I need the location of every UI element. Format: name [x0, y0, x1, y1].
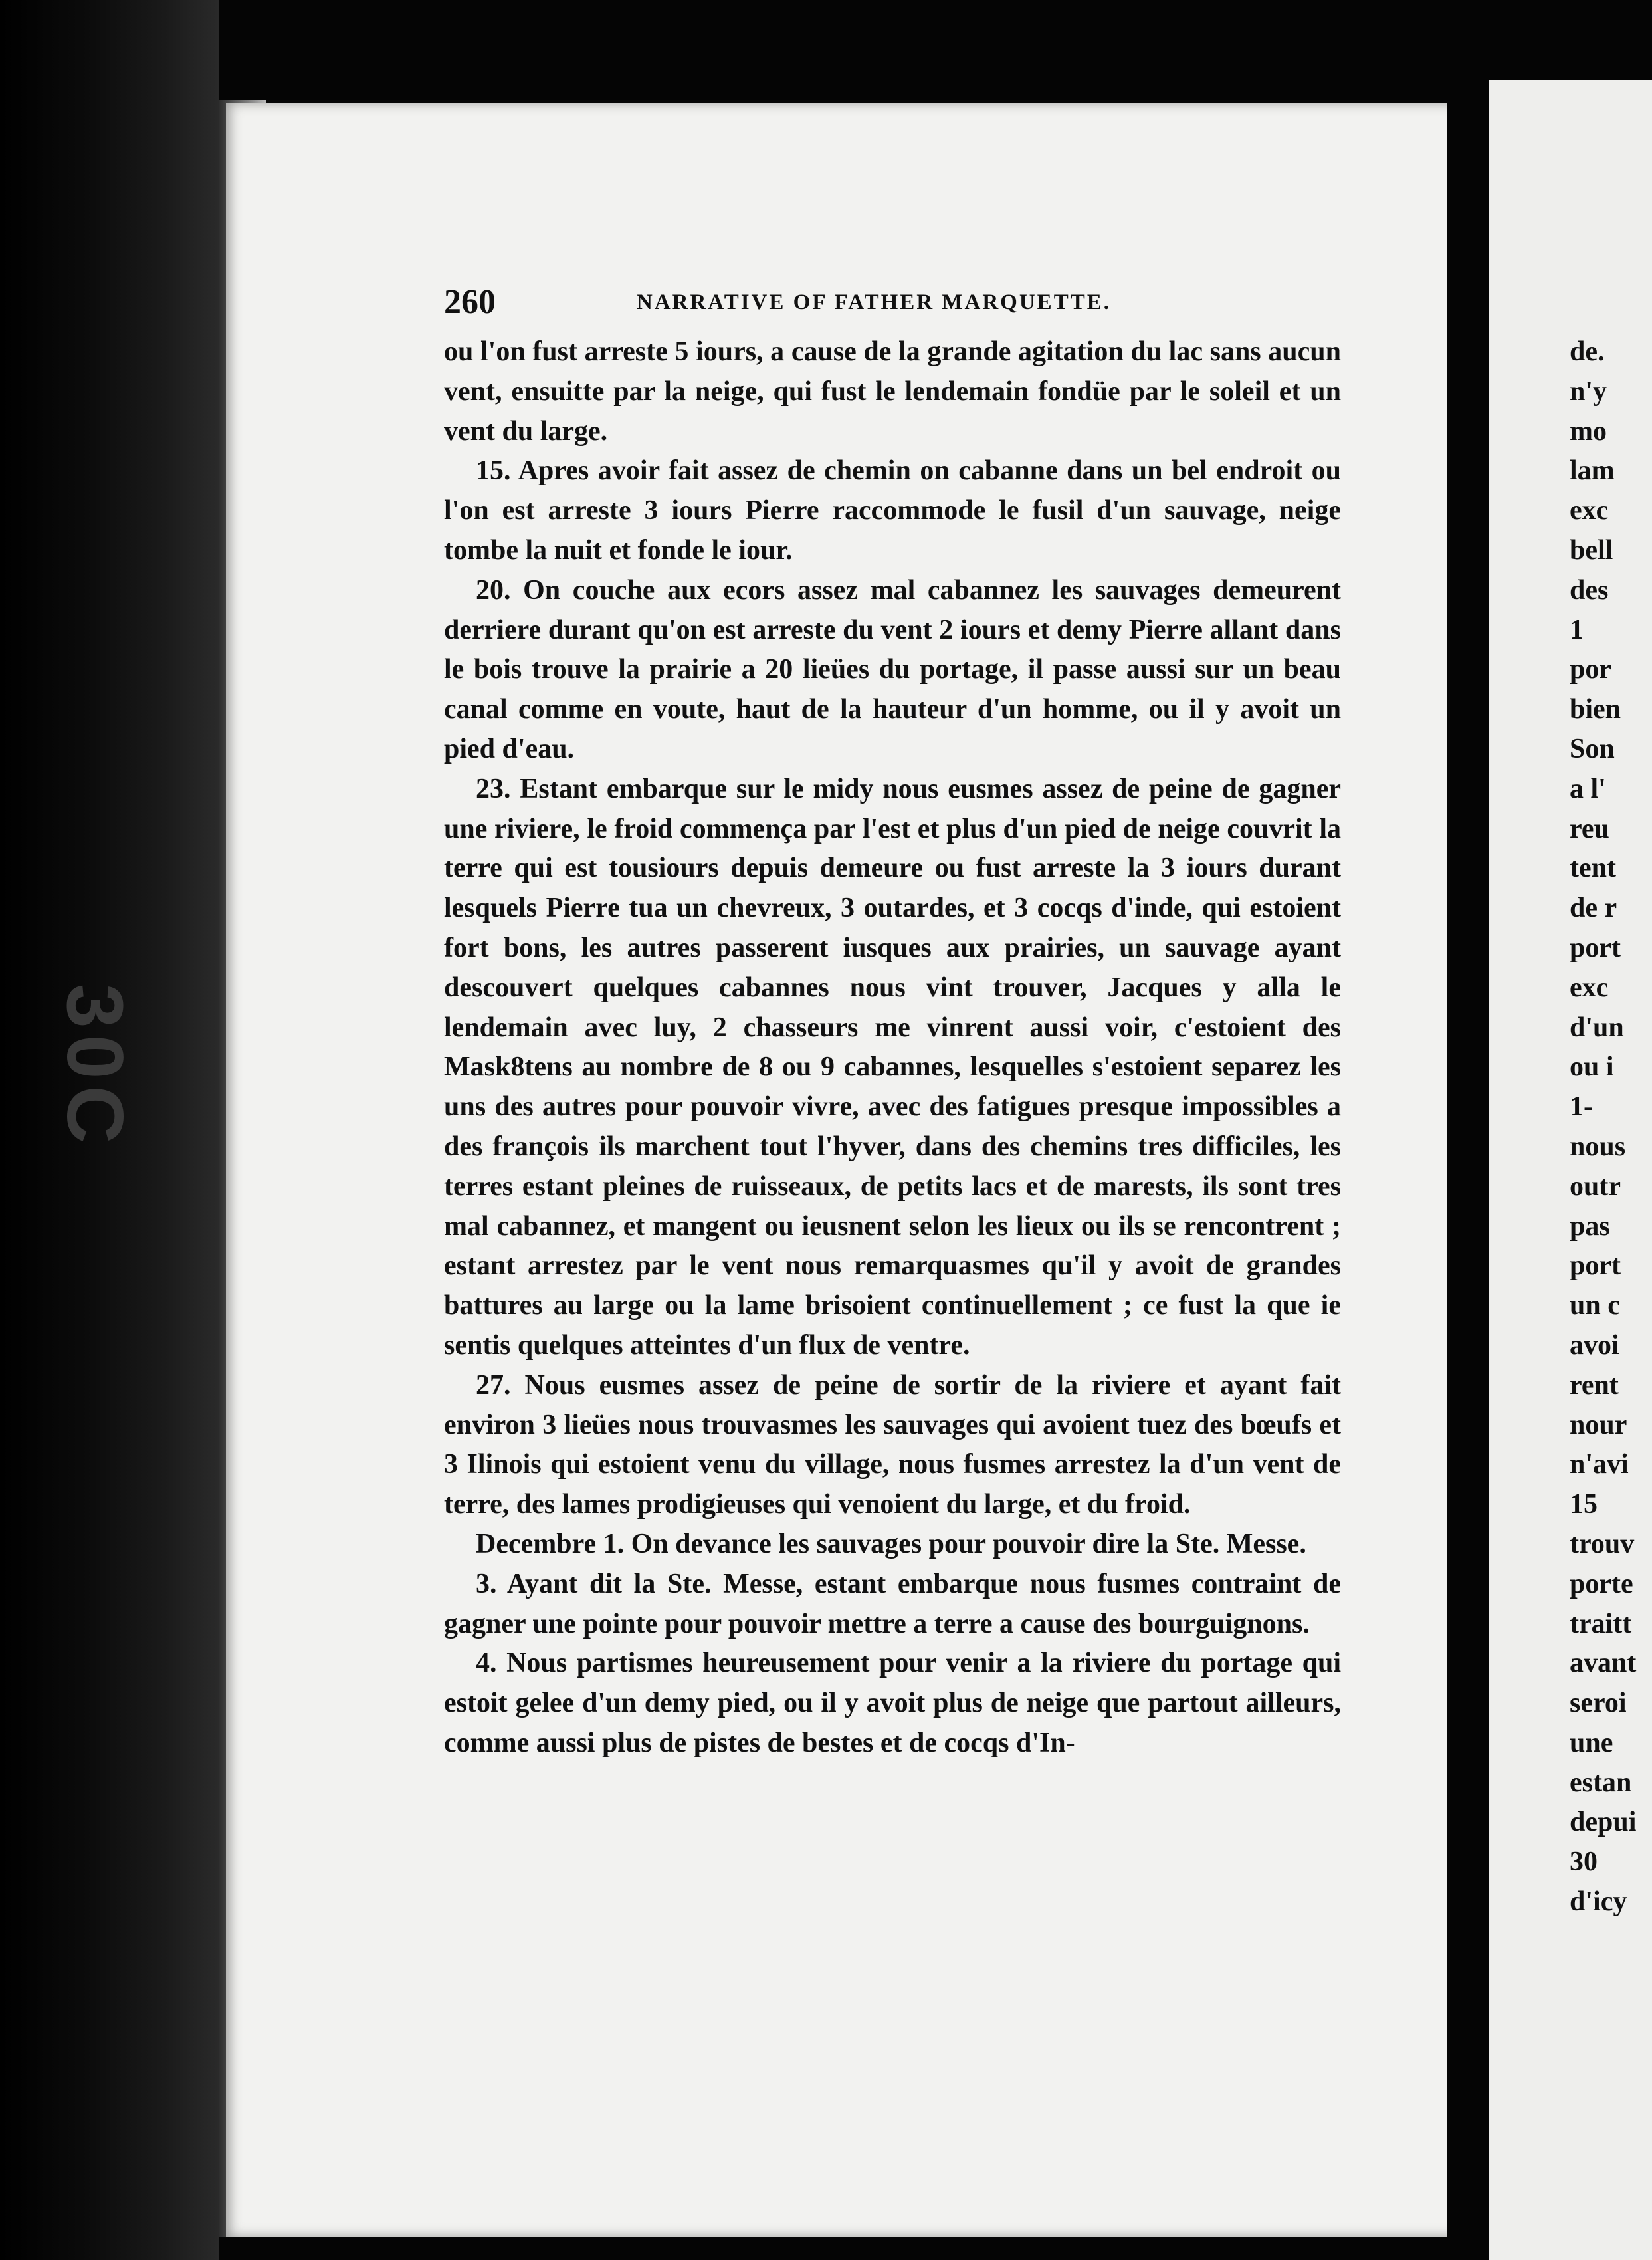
facing-page-fragment: 15	[1570, 1489, 1598, 1520]
paragraph: 3. Ayant dit la Ste. Messe, estant embarque nous fusmes contraint de gagner une pointe pour pouvoir mettre a terre a cause des bourguignons.	[444, 1568, 1341, 1639]
spine-stamp: 30C	[51, 984, 140, 1151]
scan-bottom-edge	[219, 2237, 1489, 2260]
paragraph: 4. Nous partismes heureusement pour venir a la riviere du portage qui estoit gelee d'un demy pied, ou il y avoit plus de neige que partout ailleurs, comme aussi plus de pistes de bestes et de cocqs d'In-	[444, 1648, 1341, 1758]
facing-page-fragment: avant	[1570, 1648, 1637, 1679]
facing-page-fragment: nour	[1570, 1409, 1627, 1440]
facing-page-fragment: d'un	[1570, 1012, 1624, 1043]
facing-page-fragment: un c	[1570, 1290, 1620, 1321]
facing-page-fragment: une	[1570, 1727, 1613, 1758]
running-head: NARRATIVE OF FATHER MARQUETTE.	[637, 290, 1111, 314]
facing-page-fragment: nous	[1570, 1131, 1626, 1162]
facing-page-fragment: Son	[1570, 733, 1615, 764]
paragraph: ou l'on fust arreste 5 iours, a cause de la grande agitation du lac sans aucun vent, ensuitte par la neige, qui fust le lendemain fondüe par le soleil et un vent du large.	[444, 336, 1341, 447]
paragraph: 20. On couche aux ecors assez mal cabannez les sauvages demeurent derriere durant qu'on est arreste du vent 2 iours et demy Pierre allant dans le bois trouve la prairie a 20 lieües du portage, il passe aussi sur un beau canal comme en voute, haut de la hauteur d'un homme, ou il y avoit un pied d'eau.	[444, 574, 1341, 764]
facing-page-fragment: n'y	[1570, 376, 1607, 407]
page-header	[444, 282, 1374, 329]
paragraph: 23. Estant embarque sur le midy nous eusmes assez de peine de gagner une riviere, le froid commença par l'est et plus d'un pied de neige couvrit la terre qui est tousiours depuis demeure ou fust arreste la 3 iours durant lesquels Pierre tua un chevreux, 3 outardes, et 3 cocqs d'inde, qui estoient fort bons, les autres passerent iusques aux prairies, un sauvage ayant descouvert quelques cabannes nous vint trouver, Jacques y alla le lendemain avec luy, 2 chasseurs me vinrent aussi voir, c'estoient des Mask8tens au nombre de 8 ou 9 cabannes, lesquelles s'estoient separez les uns des autres pour pouvoir vivre, avec des fatigues presque impossibles a des françois ils marchent tout l'hyver, dans des chemins tres difficiles, les terres estant pleines de ruisseaux, de petits lacs et de marests, ils sont tres mal cabannez, et mangent ou ieusnent selon les lieux ou ils se rencontrent ; estant arrestez par le vent nous remarquasmes qu'il y avoit de grandes battures au large ou la lame brisoient continuellement ; ce fust la que ie sentis quelques atteintes d'un flux de ventre.	[444, 773, 1341, 1361]
facing-page-fragment: estan	[1570, 1767, 1632, 1798]
facing-page-fragment: exc	[1570, 972, 1609, 1003]
facing-page-fragment: n'avi	[1570, 1449, 1629, 1480]
facing-page-fragment: a l'	[1570, 773, 1606, 804]
facing-page-fragment: d'icy	[1570, 1886, 1627, 1918]
facing-page-fragment: exc	[1570, 495, 1609, 526]
facing-page-fragment: de r	[1570, 893, 1617, 924]
facing-page-fragment: mo	[1570, 415, 1607, 447]
facing-page-fragment: port	[1570, 1250, 1621, 1282]
facing-page-fragment: de.	[1570, 336, 1605, 367]
facing-page-fragment: lam	[1570, 455, 1615, 487]
facing-page-fragment: rent	[1570, 1369, 1619, 1401]
page-number: 260	[444, 283, 496, 321]
page-divider	[1447, 86, 1489, 2247]
paragraph: Decembre 1. On devance les sauvages pour pouvoir dire la Ste. Messe.	[476, 1528, 1306, 1559]
facing-page-text-fragments	[1570, 332, 1652, 1922]
facing-page-fragment: 30	[1570, 1847, 1598, 1878]
facing-page-fragment: tent	[1570, 853, 1616, 884]
paragraph: 27. Nous eusmes assez de peine de sortir de la riviere et ayant fait environ 3 lieües nous trouvasmes les sauvages qui avoient tuez des bœufs et 3 Ilinois qui estoient venu du village, nous fusmes arrestez la d'un vent de terre, des lames prodigieuses qui venoient du large, et du froid.	[444, 1369, 1341, 1520]
facing-page-fragment: seroi	[1570, 1688, 1627, 1719]
facing-page-fragment: bell	[1570, 534, 1613, 566]
facing-page-fragment: outr	[1570, 1171, 1621, 1202]
facing-page-fragment: port	[1570, 932, 1621, 963]
facing-page-fragment: avoi	[1570, 1329, 1619, 1361]
facing-page-fragment: pas	[1570, 1210, 1610, 1242]
page-body	[444, 332, 1341, 1763]
facing-page-fragment: 1-	[1570, 1091, 1593, 1123]
facing-page-fragment: por	[1570, 654, 1611, 685]
facing-page-fragment: depui	[1570, 1807, 1637, 1838]
facing-page-fragment: reu	[1570, 813, 1609, 844]
facing-page-fragment: traitt	[1570, 1608, 1632, 1639]
facing-page-fragment: bien	[1570, 694, 1621, 725]
facing-page-fragment: trouv	[1570, 1528, 1635, 1559]
facing-page-fragment: 1	[1570, 614, 1584, 645]
facing-page-fragment: porte	[1570, 1568, 1633, 1599]
paragraph: 15. Apres avoir fait assez de chemin on cabanne dans un bel endroit ou l'on est arreste 3 iours Pierre raccommode le fusil d'un sauvage, neige tombe la nuit et fonde le iour.	[444, 455, 1341, 566]
facing-page-fragment: des	[1570, 574, 1609, 606]
facing-page-fragment: ou i	[1570, 1052, 1614, 1083]
